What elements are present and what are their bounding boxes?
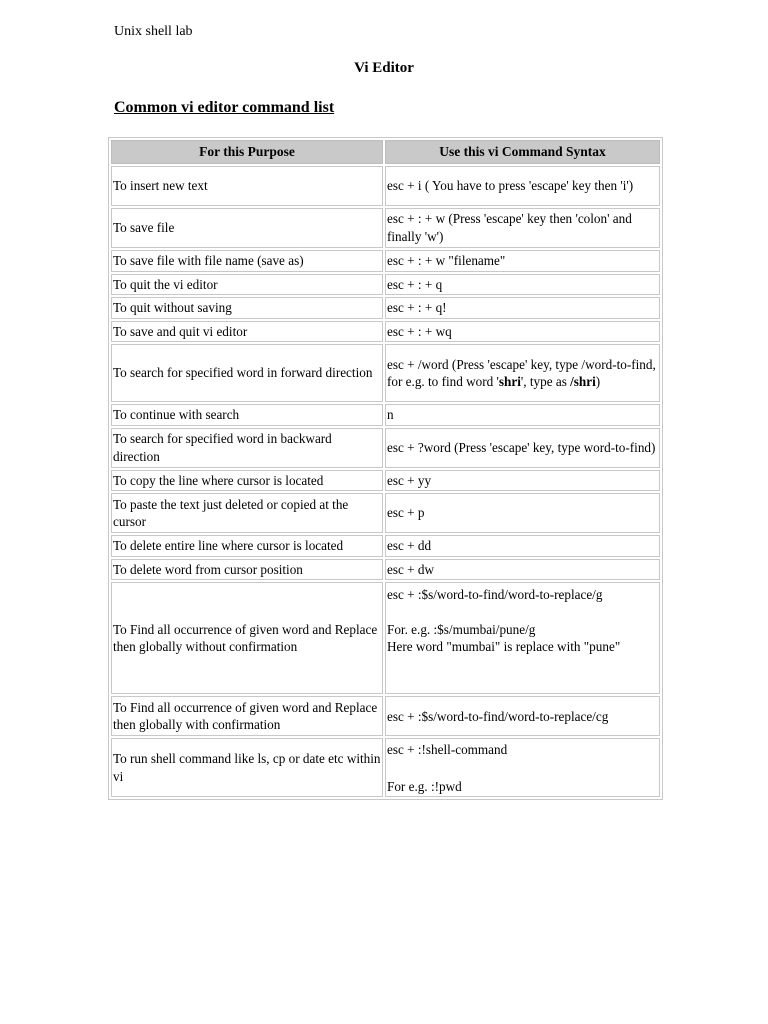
command-line: For e.g. :!pwd <box>387 778 462 794</box>
table-row <box>111 428 660 468</box>
table-row <box>111 559 660 581</box>
purpose-cell: To run shell command like ls, cp or date etc within vi <box>111 738 383 797</box>
table-row <box>111 696 660 736</box>
table-row <box>111 321 660 343</box>
table-row <box>111 738 660 797</box>
line-spacer <box>387 604 658 621</box>
purpose-cell: To search for specified word in forward direction <box>111 344 383 402</box>
command-cell: esc + dw <box>385 559 660 581</box>
command-cell: esc + : + q <box>385 274 660 296</box>
table-row <box>111 250 660 272</box>
section-heading: Common vi editor command list <box>114 99 335 116</box>
command-cell: n <box>385 404 660 426</box>
table-row <box>111 404 660 426</box>
command-table-container <box>108 137 661 800</box>
purpose-cell: To search for specified word in backward direction <box>111 428 383 468</box>
running-header: Unix shell lab <box>114 24 193 39</box>
command-cell: esc + : + w "filename" <box>385 250 660 272</box>
command-text: ) <box>595 374 601 390</box>
purpose-cell: To Find all occurrence of given word and Replace then globally with confirmation <box>111 696 383 736</box>
command-bold-text: /shri <box>570 374 596 390</box>
command-bold-text: shri <box>498 374 521 390</box>
command-line: Here word "mumbai" is replace with "pune" <box>387 639 621 655</box>
command-cell: esc + p <box>385 493 660 533</box>
table-row <box>111 297 660 319</box>
table-row <box>111 166 660 206</box>
purpose-cell: To Find all occurrence of given word and Replace then globally without confirmation <box>111 582 383 694</box>
table-row <box>111 535 660 557</box>
purpose-cell: To save file <box>111 208 383 248</box>
purpose-cell: To insert new text <box>111 166 383 206</box>
document-title: Vi Editor <box>354 60 414 76</box>
table-header-row <box>111 140 660 164</box>
command-line: esc + :$s/word-to-find/word-to-replace/g <box>387 587 603 603</box>
table-row <box>111 208 660 248</box>
table-row <box>111 470 660 492</box>
command-cell <box>385 582 660 694</box>
table-row <box>111 493 660 533</box>
table-row <box>111 344 660 402</box>
command-text: ', type as <box>520 374 571 390</box>
command-cell: esc + : + q! <box>385 297 660 319</box>
command-cell: esc + dd <box>385 535 660 557</box>
command-line: For. e.g. :$s/mumbai/pune/g <box>387 621 536 637</box>
table-row <box>111 274 660 296</box>
purpose-cell: To continue with search <box>111 404 383 426</box>
command-cell: esc + i ( You have to press 'escape' key then 'i') <box>385 166 660 206</box>
command-cell: esc + : + w (Press 'escape' key then 'colon' and finally 'w') <box>385 208 660 248</box>
purpose-cell: To copy the line where cursor is located <box>111 470 383 492</box>
purpose-cell: To paste the text just deleted or copied at the cursor <box>111 493 383 533</box>
purpose-cell: To quit the vi editor <box>111 274 383 296</box>
purpose-cell: To save and quit vi editor <box>111 321 383 343</box>
line-spacer <box>387 759 658 778</box>
purpose-cell: To save file with file name (save as) <box>111 250 383 272</box>
command-cell <box>385 344 660 402</box>
command-table <box>108 137 663 800</box>
column-header-purpose: For this Purpose <box>111 140 383 164</box>
column-header-command: Use this vi Command Syntax <box>385 140 660 164</box>
command-cell: esc + yy <box>385 470 660 492</box>
command-cell: esc + :$s/word-to-find/word-to-replace/cg <box>385 696 660 736</box>
command-text: esc + /word (Press 'escape' key, type /word-to-find, for e.g. to find word ' <box>387 356 656 390</box>
command-line: esc + :!shell-command <box>387 742 508 758</box>
purpose-cell: To delete word from cursor position <box>111 559 383 581</box>
command-cell: esc + ?word (Press 'escape' key, type word-to-find) <box>385 428 660 468</box>
purpose-cell: To delete entire line where cursor is located <box>111 535 383 557</box>
table-row <box>111 582 660 694</box>
command-cell <box>385 738 660 797</box>
purpose-cell: To quit without saving <box>111 297 383 319</box>
command-cell: esc + : + wq <box>385 321 660 343</box>
